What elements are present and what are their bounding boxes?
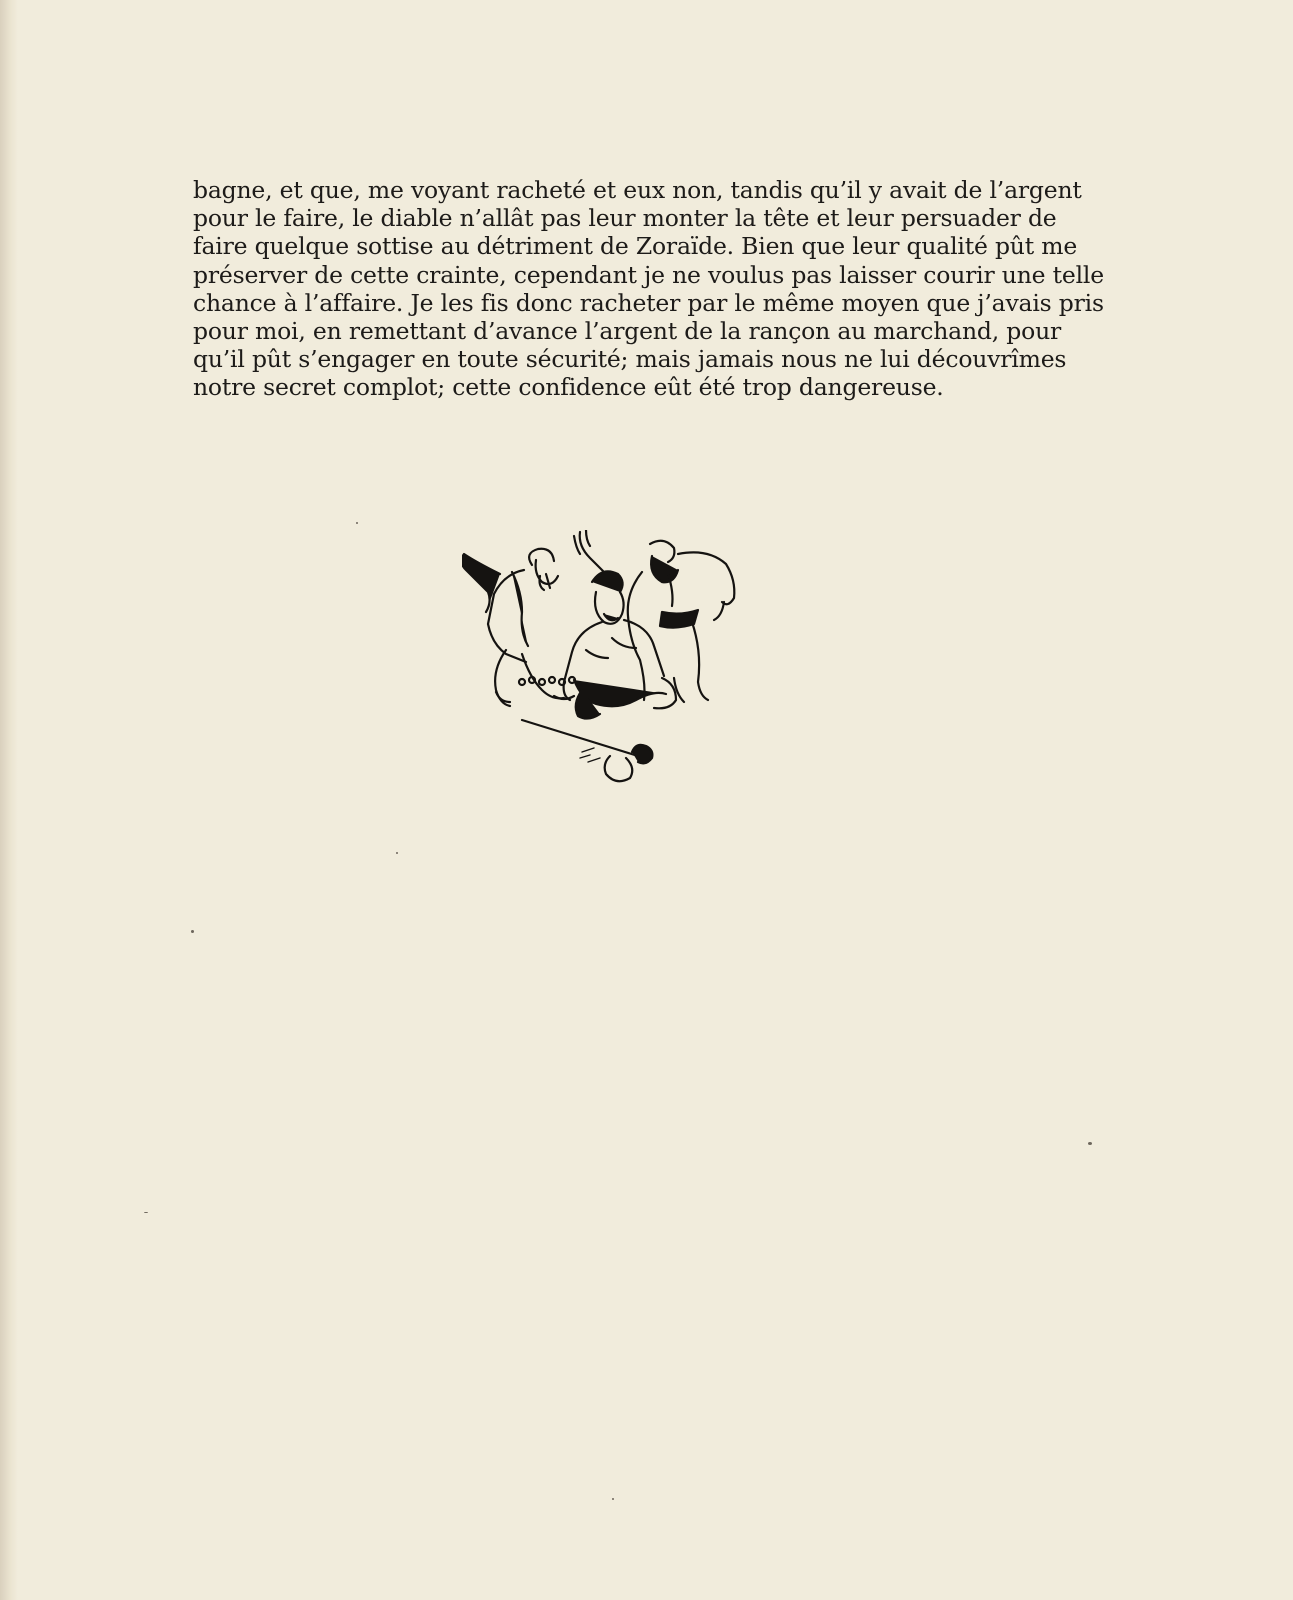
paper-speck (612, 1498, 614, 1500)
paragraph-line: préserver de cette crainte, cependant je ne voulus pas laisser courir une telle (193, 260, 1104, 289)
paragraph-line: pour le faire, le diable n’allât pas leur monter la tête et leur persuader de (193, 204, 1057, 233)
paper-speck (191, 930, 194, 933)
paper-speck (396, 852, 398, 854)
paper-speck (356, 522, 358, 524)
staff-and-bundle (522, 720, 652, 781)
paragraph-line: bagne, et que, me voyant racheté et eux non, tandis qu’il y avait de l’argent (193, 176, 1082, 204)
paragraph-line: faire quelque sottise au détriment de Zoraïde. Bien que leur qualité pût me (193, 232, 1078, 261)
paragraph-line: qu’il pût s’engager en toute sécurité; mais jamais nous ne lui découvrîmes (193, 345, 1067, 374)
paper-speck (144, 1212, 148, 1213)
three-men-ink-sketch-icon (462, 530, 772, 790)
body-paragraph (193, 176, 1104, 402)
paragraph-line: chance à l’affaire. Je les fis donc racheter par le même moyen que j’avais pris (193, 288, 1104, 317)
left-man-figure (462, 549, 575, 706)
middle-man-figure (564, 571, 676, 718)
paragraph-line: pour moi, en remettant d’avance l’argent de la rançon au marchand, pour (193, 316, 1062, 345)
paper-speck (1088, 1142, 1092, 1145)
paragraph-line: notre secret complot; cette confidence eût été trop dangereuse. (193, 373, 944, 402)
page-gutter-shadow (0, 0, 18, 1600)
